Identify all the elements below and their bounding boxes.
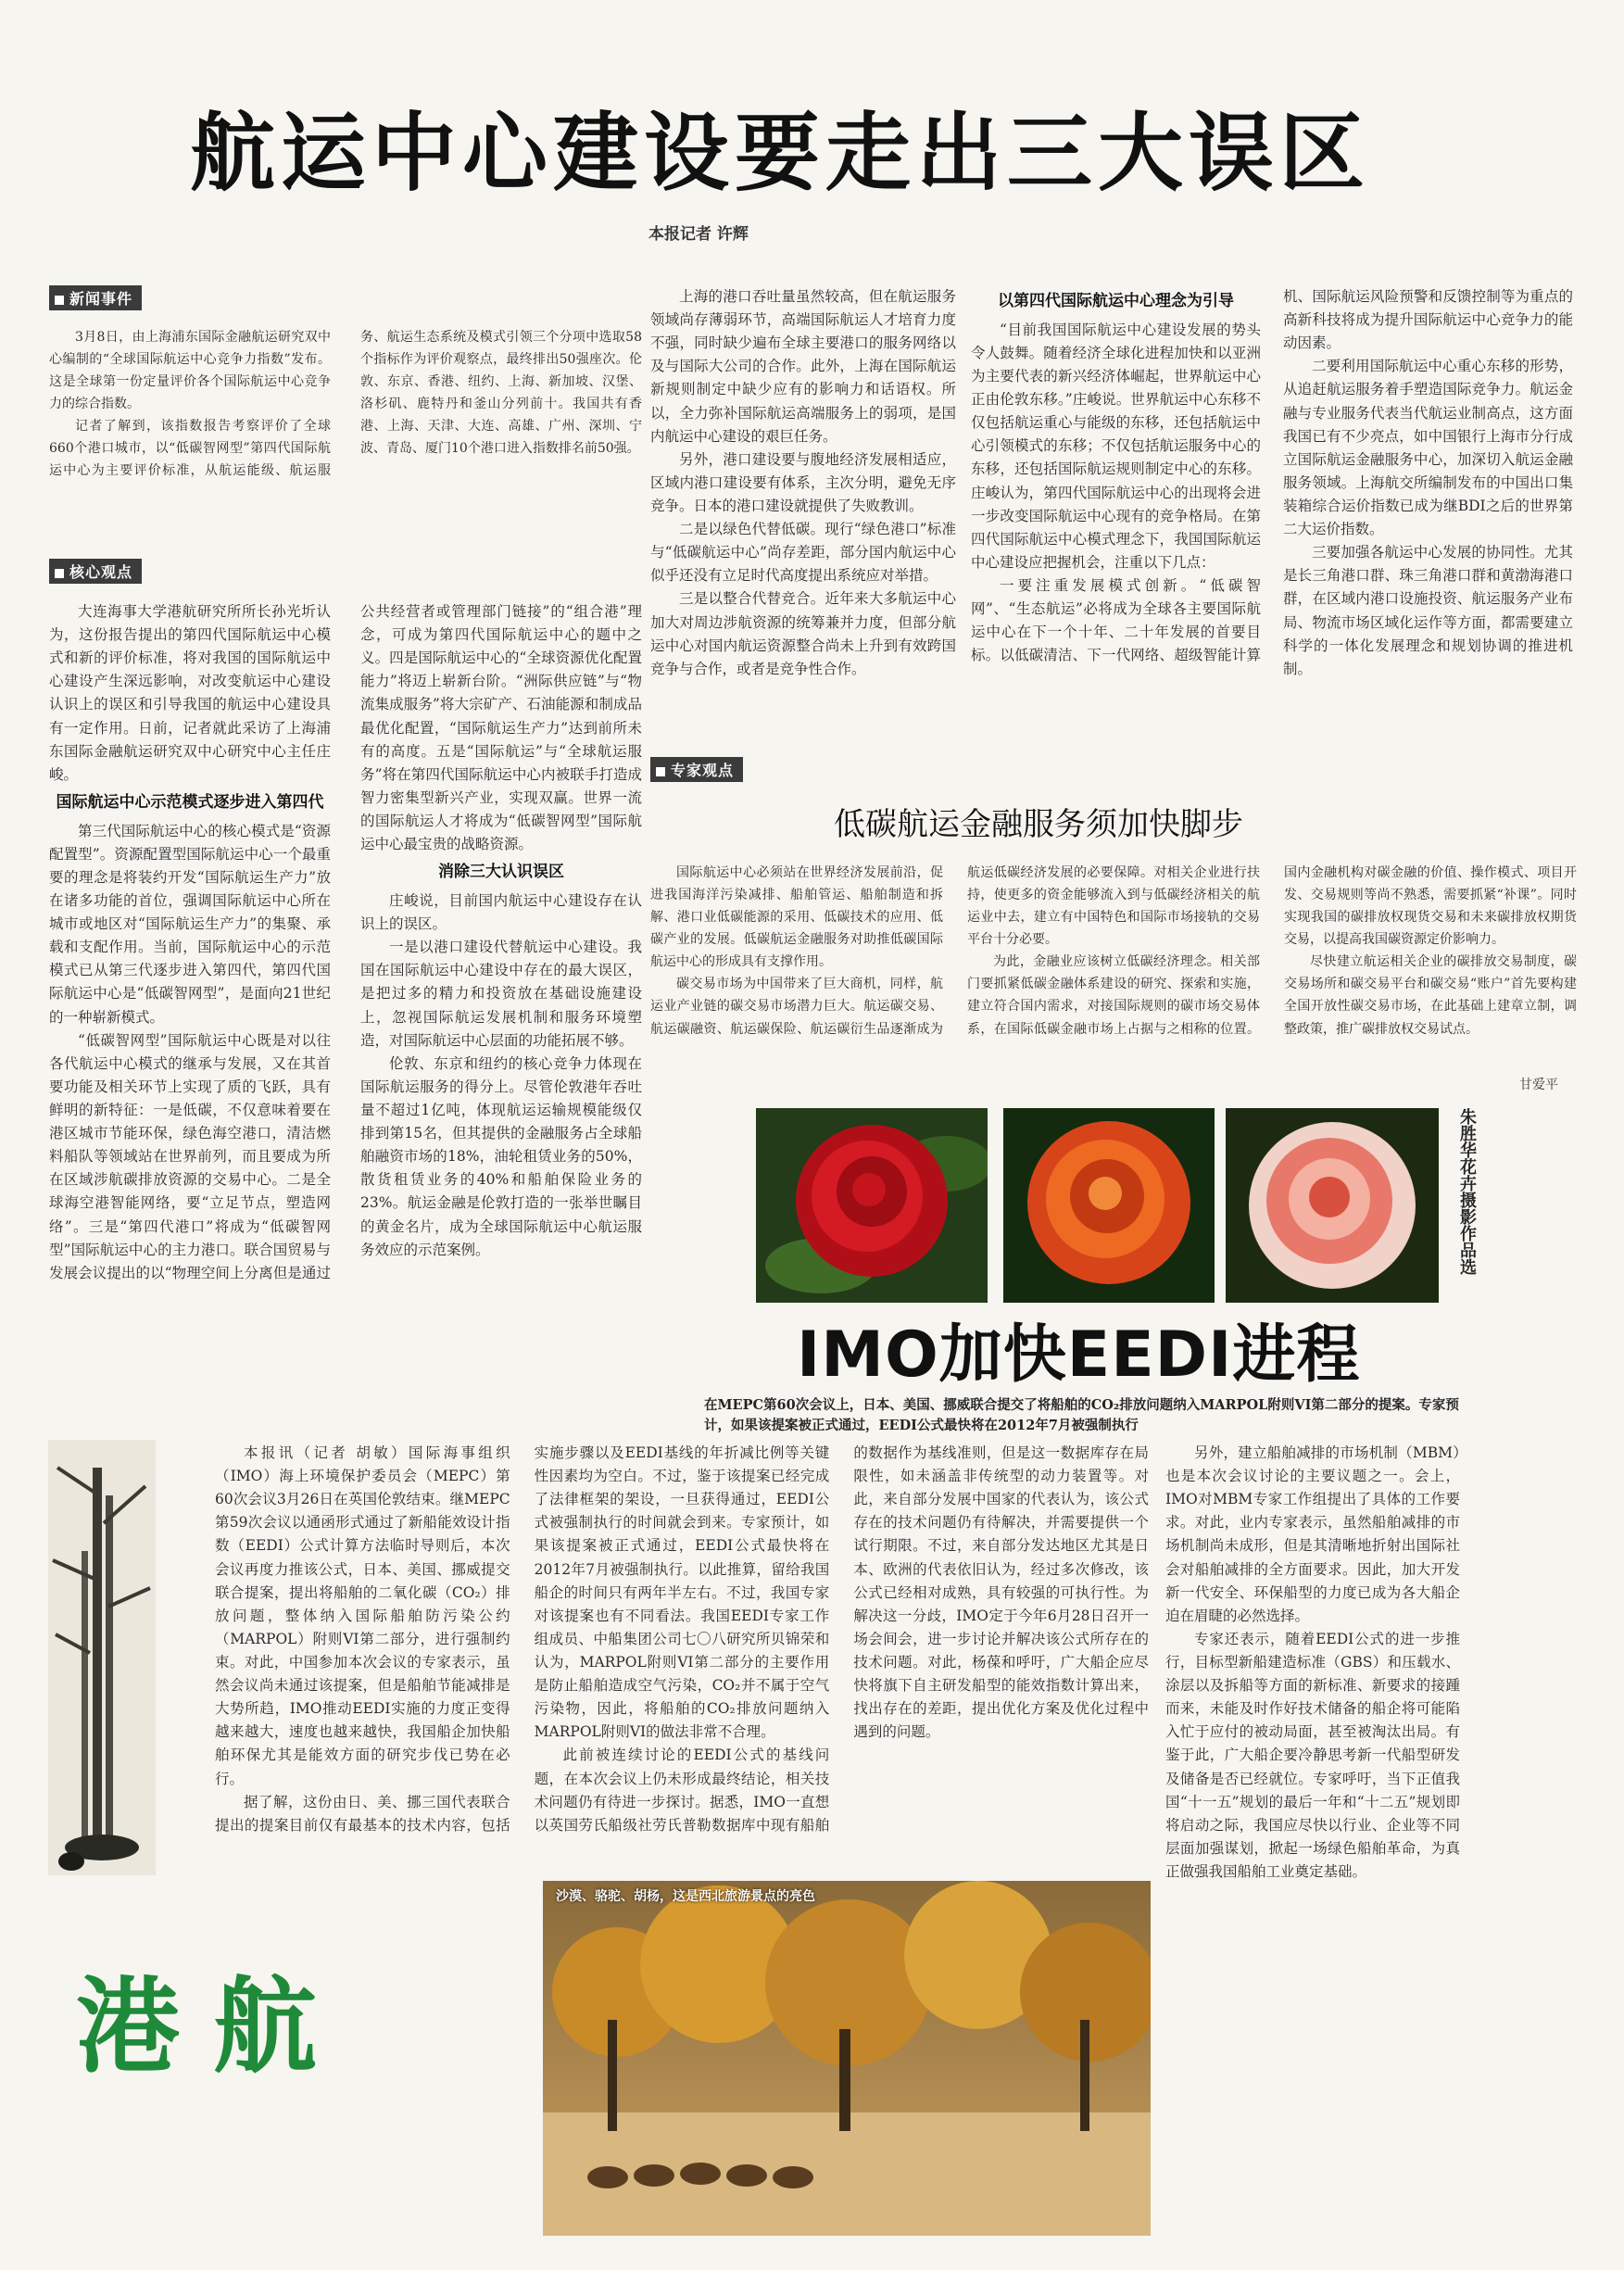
- headline: 航运中心建设要走出三大误区: [190, 104, 1371, 203]
- core-paragraph: 大连海事大学港航研究所所长孙光圻认为，这份报告提出的第四代国际航运中心模式和新的评价标准，将对我国的国际航运中心建设产生深远影响，对改变航运中心建设认识上的误区和引导我国的航运中心建设具有一定作用。日前，记者就此采访了上海浦东国际金融航运研究双中心研究中心主任庄峻。: [49, 603, 331, 783]
- core-paragraph: “低碳智网型”国际航运中心既是对以往各代航运中心模式的继承与发展，又在其首要功能及相关环节上实现了质的飞跃，具有鲜明的新特征：一是低碳，不仅意味着要在港区城市节能环保，绿色海空港口，清洁燃料船队等领域站在世界前列，而且要成为所在区域涉航碳排放资源的交易中心。二是全球海空港智能网络，要“立足节点，塑造网络”。三是“第四代港口”将成为“低碳智网型”国际航运中心的主力港口。联合国贸易与发展会议提出的以“物理空间上分离但是通过公共经营者或管理部门链接”的“组合港”理念，可成为第四代国际航运中心的题中之义。四是国际航运中心的“全球资源优化配置能力”将迈上崭新台阶。“洲际供应链”与“物流集成服务”将大宗矿产、石油能源和制成品最优化配置，“国际航运生产力”达到前所未有的高度。五是“国际航运”与“全球航运服务”将在第四代国际航运中心内被联手打造成智力密集型新兴产业，实现双赢。世界一流的国际航运人才将成为“低碳智网型”国际航运中心最宝贵的战略资源。: [49, 603, 642, 1281]
- imo-body: [215, 1442, 1149, 1877]
- core-paragraph: 三是以整合代替竞合。近年来大多航运中心加大对周边涉航资源的统筹兼并力度，但部分航运中心对国内航运资源整合尚未上升到有效跨国竞争与合作，或者是竞争性合作。: [650, 590, 956, 677]
- core-paragraph: 三要加强各航运中心发展的协同性。尤其是长三角港口群、珠三角港口群和黄渤海港口群，在区域内港口设施投资、航运服务产业布局、物流市场区域化运作等方面，都需要建立科学的一体化发展理念和规划协调的推进机制。: [1283, 544, 1573, 677]
- section-tag-core: 核心观点: [49, 559, 142, 584]
- byline: 本报记者 许辉: [648, 225, 749, 244]
- imo-paragraph: 据了解，这份由日、美、挪三国代表联合提出的提案目前仅有最基本的技术内容，包括实施步骤以及EEDI基线的年折减比例等关键性因素均为空白。不过，鉴于该提案已经完成了法律框架的架设，一旦获得通过，EEDI公式被强制执行的时间就会到来。专家预计，如果该提案被正式通过，EEDI公式最快将在2012年7月被强制执行。以此推算，留给我国船企的时间只有两年半左右。不过，我国专家对该提案也有不同看法。我国EEDI专家工作组成员、中船集团公司七〇八研究所贝锦荣和认为，MARPOL附则VI第二部分的主要作用是防止船舶造成空气污染，CO₂并不属于空气污染物，因此，将船舶的CO₂排放问题纳入MARPOL附则VI的做法非常不合理。: [215, 1444, 830, 1834]
- core-paragraph: 上海的港口吞吐量虽然较高，但在航运服务领域尚存薄弱环节，高端国际航运人才培育力度不强，同时缺少遍布全球主要港口的服务网络以及与国际大公司的合作。此外，上海在国际航运新规则制定中缺少应有的影响力和话语权。所以，全力弥补国际航运高端服务上的弱项，是国内航运中心建设的艰巨任务。: [650, 288, 956, 445]
- lowcarbon-paragraph: 尽快建立航运相关企业的碳排放交易制度，碳交易场所和碳交易平台和碳交易“账户”首先要构建全国开放性碳交易市场，在此基础上建章立制，调整政策，推广碳排放权交易试点。: [1284, 954, 1577, 1037]
- imo-body-right: [1165, 1442, 1460, 2248]
- subheading: 国际航运中心示范模式逐步进入第四代: [56, 792, 324, 812]
- lowcarbon-title: 低碳航运金融服务须加快脚步: [834, 806, 1243, 843]
- news-event-body: [49, 326, 642, 541]
- core-paragraph: 一要注重发展模式创新。“低碳智网”、“生态航运”必将成为全球各主要国际航运中心在下一个十年、二十年发展的首要目标。以低碳清洁、下一代网络、超级智能计算机、国际航运风险预警和反馈控制等为重点的高新科技将成为提升国际航运中心竞争力的能动因素。: [971, 288, 1573, 664]
- core-paragraph: 一是以港口建设代替航运中心建设。我国在国际航运中心建设中存在的最大误区，是把过多的精力和投资放在基础设施建设上，忽视国际航运发展机制和服务环境塑造，对国际航运中心层面的功能拓展不够。: [360, 939, 642, 1049]
- lowcarbon-signature: 甘爱平: [1519, 1078, 1558, 1092]
- lowcarbon-paragraph: 碳交易市场为中国带来了巨大商机，同样，航运业产业链的碳交易市场潜力巨大。航运碳交易、航运碳融资、航运碳保险、航运碳衍生品逐渐成为航运低碳经济发展的必要保障。对相关企业进行扶持，使更多的资金能够流入到与低碳经济相关的航运业中去，建立有中国特色和国际市场接轨的交易平台十分必要。: [650, 865, 1260, 1037]
- lowcarbon-paragraph: 为此，金融业应该树立低碳经济理念。相关部门要抓紧低碳金融体系建设的研究、探索和实施，建立符合国内需求，对接国际规则的碳市场交易体系，在国际低碳金融市场上占据与之相称的位置。国内金融机构对碳金融的价值、操作模式、项目开发、交易规则等尚不熟悉，需要抓紧“补课”。同时实现我国的碳排放权现货交易和未来碳排放权期货交易，以提高我国碳资源定价影响力。: [967, 865, 1577, 1037]
- core-article-right: [971, 285, 1573, 749]
- desert-caption: 沙漠、骆驼、胡杨，这是西北旅游景点的亮色: [556, 1889, 815, 1904]
- lowcarbon-body: [650, 862, 1577, 1073]
- subheading: 以第四代国际航运中心理念为引导: [998, 292, 1234, 310]
- subheading: 消除三大认识误区: [438, 863, 564, 882]
- imo-paragraph: 本报讯（记者 胡敏）国际海事组织（IMO）海上环境保护委员会（MEPC）第60次会议3月26日在英国伦敦结束。继MEPC第59次会议以通函形式通过了新船能效设计指数（EEDI）公式计算方法临时导则后，本次会议再度力推该公式，日本、美国、挪威提交联合提案，提出将船舶的二氧化碳（CO₂）排放问题，整体纳入国际船舶防污染公约（MARPOL）附则VI第二部分，进行强制约束。对此，中国参加本次会议的专家表示，虽然会议尚未通过该提案，但是船舶节能减排是大势所趋，IMO推动EEDI实施的力度正变得越来越大，速度也越来越快，我国船企加快船舶环保尤其是能效方面的研究步伐已势在必行。: [215, 1444, 510, 1787]
- core-paragraph: 二是以绿色代替低碳。现行“绿色港口”标准与“低碳航运中心”尚存差距，部分国内航运中心似乎还没有立足时代高度提出系统应对举措。: [650, 521, 956, 585]
- photo-credit: 朱胜华花卉摄影作品选: [1457, 1108, 1477, 1275]
- lowcarbon-paragraph: 国际航运中心必须站在世界经济发展前沿，促进我国海洋污染减排、船舶管运、船舶制造和拆解、港口业低碳能源的采用、低碳技术的应用、低碳产业的发展。低碳航运金融服务对助推低碳国际航运中心的形成具有支撑作用。: [650, 865, 943, 970]
- core-paragraph: “目前我国国际航运中心建设发展的势头令人鼓舞。随着经济全球化进程加快和以亚洲为主要代表的新兴经济体崛起，世界航运中心正由伦敦东移。”庄峻说。世界航运中心东移不仅包括航运重心与能级的东移，还包括航运中心引领模式的东移；不仅包括航运服务中心的东移，还包括国际航运规则制定中心的东移。庄峻认为，第四代国际航运中心的出现将会进一步改变国际航运中心现有的竞争格局。在第四代国际航运中心模式理念下，我国国际航运中心建设应把握机会，注重以下几点：: [971, 321, 1261, 571]
- core-paragraph: 第三代国际航运中心的核心模式是“资源配置型”。资源配置型国际航运中心一个最重要的理念是将装约开发“国际航运生产力”放在诸多功能的首位，强调国际航运中心所在城市或地区对“国际航运生产力”的集聚、承载和支配作用。当前，国际航运中心的示范模式已从第三代逐步进入第四代，第四代国际航运中心是“低碳智网型”，是面向21世纪的一种崭新模式。: [49, 822, 331, 1026]
- core-article-mid: [650, 285, 956, 749]
- section-tag-news: 新闻事件: [49, 285, 142, 310]
- rose-photo-red: [756, 1108, 988, 1303]
- brand-logo: 港航: [76, 1967, 350, 2087]
- desert-photo: [543, 1881, 1151, 2236]
- core-paragraph: 庄峻说，目前国内航运中心建设存在认识上的误区。: [360, 892, 642, 933]
- news-paragraph: 3月8日，由上海浦东国际金融航运研究双中心编制的“全球国际航运中心竞争力指数”发布。这是全球第一份定量评价各个国际航运中心竞争力的综合指数。: [49, 330, 331, 412]
- rose-photo-pink: [1226, 1108, 1439, 1303]
- imo-paragraph: 专家还表示，随着EEDI公式的进一步推行，目标型新船建造标准（GBS）和压载水、涂层以及拆船等方面的新标准、新要求的接踵而来，未能及时作好技术储备的船企将可能陷入忙于应付的被动局面，甚至被淘汰出局。有鉴于此，广大船企要冷静思考新一代船型研发及储备是否已经就位。专家呼吁，当下正值我国“十一五”规划的最后一年和“十二五”规划即将启动之际，我国应尽快以行业、企业等不同层面加强谋划，掀起一场绿色船舶革命，为真正做强我国船舶工业奠定基础。: [1165, 1630, 1460, 1880]
- core-paragraph: 伦敦、东京和纽约的核心竞争力体现在国际航运服务的得分上。尽管伦敦港年吞吐量不超过1亿吨，体现航运运输规模能级仅排到第15名，但其提供的金融服务占全球船舶融资市场的18%，油轮租赁业务的50%，散货租赁业务的40%和船舶保险业务的23%。航运金融是伦敦打造的一张举世瞩目的黄金名片，成为全球国际航运中心航运服务效应的示范案例。: [360, 1054, 642, 1258]
- core-article-left: [49, 600, 642, 1402]
- rose-photo-orange: [1003, 1108, 1215, 1303]
- imo-paragraph: 此前被连续讨论的EEDI公式的基线问题，在本次会议上仍未形成最终结论，相关技术问题仍有待进一步探讨。据悉，IMO一直想以英国劳氏船级社劳氏普勒数据库中现有船舶的数据作为基线准则，但是这一数据库存在局限性，如未涵盖非传统型的动力装置等。对此，来自部分发展中国家的代表认为，该公式存在的技术问题仍有待解决，并需要提供一个试行期限。不过，来自部分发达地区尤其是日本、欧洲的代表依旧认为，经过多次修改，该公式已经相对成熟，具有较强的可执行性。为解决这一分歧，IMO定于今年6月28日召开一场会间会，进一步讨论并解决该公式所存在的技术问题。对此，杨葆和呼吁，广大船企应尽快将旗下自主研发船型的能效指数计算出来，找出存在的差距，提出优化方案及优化过程中遇到的问题。: [534, 1444, 1149, 1834]
- section-tag-expert: 专家观点: [650, 757, 743, 782]
- news-paragraph: 记者了解到，该指数报告考察评价了全球660个港口城市，以“低碳智网型”第四代国际航运中心为主要评价标准，从航运能级、航运服务、航运生态系统及模式引领三个分项中选取58个指标作为评价观察点，最终排出50强座次。伦敦、东京、香港、纽约、上海、新加坡、汉堡、洛杉矶、鹿特丹和釜山分列前十。我国共有香港、上海、天津、大连、高雄、广州、深圳、宁波、青岛、厦门10个港口进入指数排名前50强。: [49, 330, 642, 479]
- bamboo-painting: [48, 1440, 156, 1875]
- imo-subtitle: 在MEPC第60次会议上，日本、美国、挪威联合提交了将船舶的CO₂排放问题纳入MARPOL附则VI第二部分的提案。专家预计，如果该提案被正式通过，EEDI公式最快将在2012年7月被强制执行: [704, 1397, 1459, 1433]
- core-paragraph: 另外，港口建设要与腹地经济发展相适应，区域内港口建设要有体系，主次分明，避免无序竞争。日本的港口建设就提供了失败教训。: [650, 450, 956, 514]
- imo-paragraph: 另外，建立船舶减排的市场机制（MBM）也是本次会议讨论的主要议题之一。会上，IMO对MBM专家工作组提出了具体的工作要求。对此，业内专家表示，虽然船舶减排的市场机制尚未成形，但是其清晰地折射出国际社会对船舶减排的全方面要求。因此，加大开发新一代安全、环保船型的力度已成为各大船企迫在眉睫的必然选择。: [1165, 1444, 1460, 1624]
- imo-title: IMO加快EEDI进程: [797, 1318, 1361, 1392]
- core-paragraph: 二要利用国际航运中心重心东移的形势，从追赶航运服务着手塑造国际竞争力。航运金融与专业服务代表当代航运业制高点，这方面我国已有不少亮点，如中国银行上海市分行成立国际航运金融服务中心，加深切入航运金融服务领域。上海航交所编制发布的中国出口集装箱综合运价指数已成为继BDI之后的世界第二大运价指数。: [1283, 358, 1573, 538]
